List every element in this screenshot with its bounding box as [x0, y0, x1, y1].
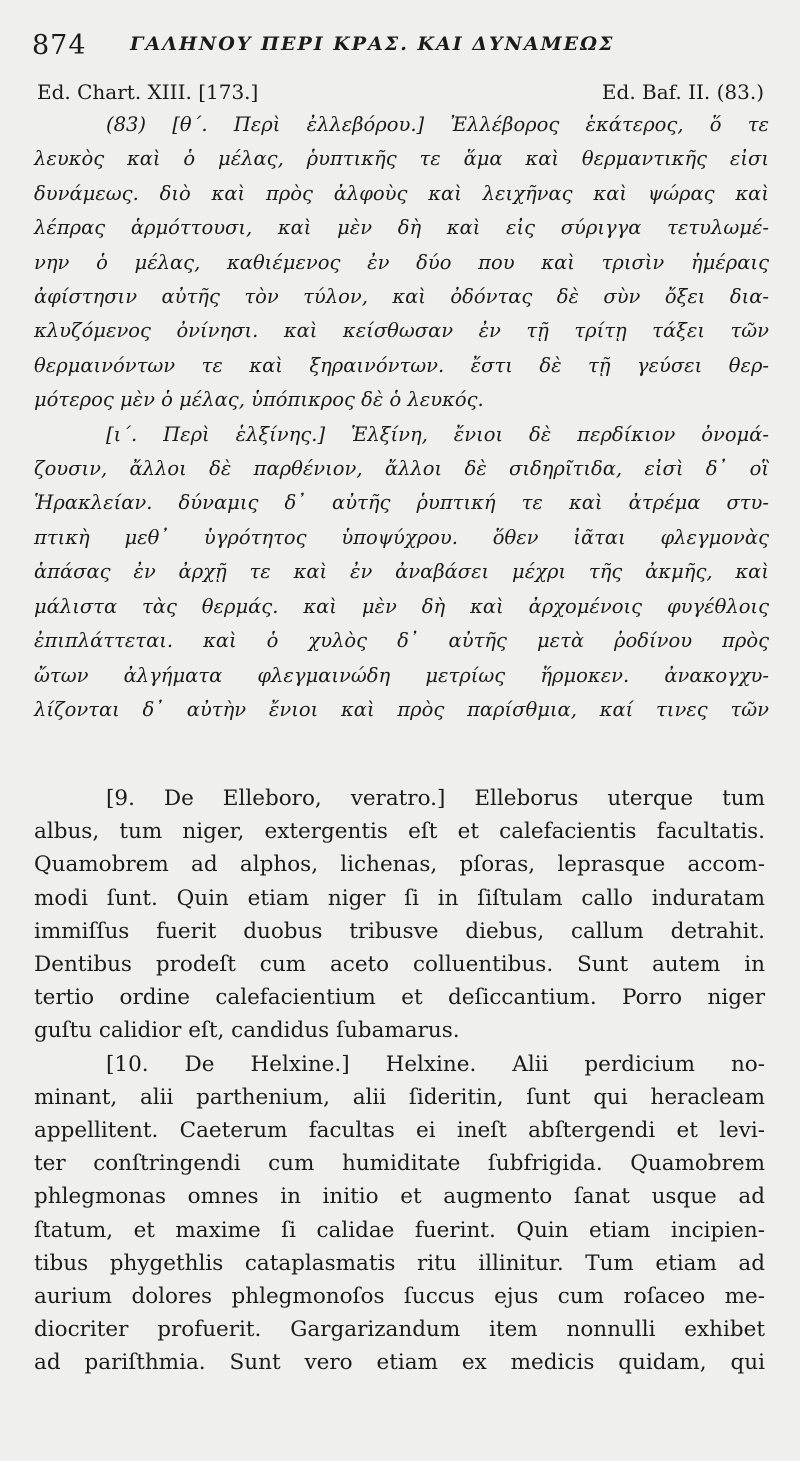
latin-line: albus, tum niger, extergentis eſt et calefacientis facultatis.: [34, 819, 765, 845]
greek-line: ὤτων ἀλγήματα φλεγμαινώδη μετρίως ἥρμοκεν. ἀνακογχυ-: [34, 663, 769, 687]
greek-line: λίζονται δ᾽ αὐτὴν ἔνιοι καὶ πρὸς παρίσθμια, καί τινες τῶν: [34, 697, 769, 721]
latin-line: immiſſus fuerit duobus tribusve diebus, callum detrahit.: [34, 918, 765, 944]
page-number: 874: [32, 30, 87, 61]
latin-line: tibus phygethlis cataplasmatis ritu illinitur. Tum etiam ad: [34, 1250, 765, 1276]
greek-line: μάλιστα τὰς θερμάς. καὶ μὲν δὴ καὶ ἀρχομένοις φυγέθλοις: [34, 594, 769, 618]
latin-line: Quamobrem ad alphos, lichenas, pſoras, leprasque accom-: [34, 852, 765, 878]
greek-line: δυνάμεως. διὸ καὶ πρὸς ἀλφοὺς καὶ λειχῆνας καὶ ψώρας καὶ: [34, 181, 769, 205]
latin-line: appellitent. Caeterum facultas ei ineſt abſtergendi et levi-: [34, 1118, 765, 1144]
greek-line: ἐπιπλάττεται. καὶ ὁ χυλὸς δ᾽ αὐτῆς μετὰ ῥοδίνου πρὸς: [34, 629, 769, 653]
latin-line: modi ſunt. Quin etiam niger ſi in ſiſtulam callo induratam: [34, 885, 765, 911]
latin-line: ſtatum, et maxime ſi calidae fuerint. Quin etiam incipien-: [34, 1217, 765, 1243]
latin-line: phlegmonas omnes in initio et augmento ſanat usque ad: [34, 1184, 765, 1210]
latin-line: ad pariſthmia. Sunt vero etiam ex medicis quidam, qui: [34, 1350, 765, 1376]
greek-text-block: [34, 108, 769, 727]
greek-line: λέπρας ἁρμόττουσι, καὶ μὲν δὴ καὶ εἰς σύριγγα τετυλωμέ-: [34, 216, 769, 240]
greek-line: ἁπάσας ἐν ἀρχῇ τε καὶ ἐν ἀναβάσει μέχρι τῆς ἀκμῆς, καὶ: [34, 560, 769, 584]
latin-text-block: [34, 782, 765, 1380]
greek-line: μότερος μὲν ὁ μέλας, ὑπόπικρος δὲ ὁ λευκός.: [34, 388, 484, 412]
latin-line: tertio ordine calefacientium et deſiccantium. Porro niger: [34, 985, 765, 1011]
greek-line: [ι΄. Περὶ ἑλξίνης.] Ἑλξίνη, ἔνιοι δὲ περδίκιον ὀνομά-: [106, 422, 769, 446]
latin-line: aurium dolores phlegmonoſos ſuccus ejus cum roſaceo me-: [34, 1284, 765, 1310]
greek-line: Ἡρακλείαν. δύναμις δ᾽ αὐτῆς ῥυπτική τε καὶ ἀτρέμα στυ-: [34, 491, 769, 515]
edition-reference-left: Ed. Chart. XIII. [173.]: [37, 80, 259, 104]
latin-line: [10. De Helxine.] Helxine. Alii perdicium no-: [106, 1051, 765, 1077]
greek-line: (83) [θ΄. Περὶ ἐλλεβόρου.] Ἐλλέβορος ἑκάτερος, ὅ τε: [106, 113, 769, 136]
running-title: ΓΑΛΗΝΟΥ ΠΕΡΙ ΚΡΑΣ. ΚΑΙ ΔΥΝΑΜΕΩΣ: [130, 33, 615, 55]
greek-line: ἀφίστησιν αὐτῆς τὸν τύλον, καὶ ὀδόντας δὲ σὺν ὄξει δια-: [34, 285, 769, 309]
greek-line: θερμαινόντων τε καὶ ξηραινόντων. ἔστι δὲ τῇ γεύσει θερ-: [34, 353, 769, 377]
latin-line: guſtu calidior eſt, candidus ſubamarus.: [34, 1018, 460, 1044]
edition-reference-right: Ed. Baf. II. (83.): [601, 80, 764, 104]
latin-line: diocriter profuerit. Gargarizandum item nonnulli exhibet: [34, 1317, 765, 1343]
greek-line: νην ὁ μέλας, καθιέμενος ἐν δύο που καὶ τρισὶν ἡμέραις: [34, 250, 769, 274]
latin-line: Dentibus prodeſt cum aceto colluentibus. Sunt autem in: [34, 952, 765, 978]
greek-line: λευκὸς καὶ ὁ μέλας, ῥυπτικῆς τε ἅμα καὶ θερμαντικῆς εἰσι: [34, 147, 769, 171]
latin-line: minant, alii parthenium, alii ſideritin, ſunt qui heracleam: [34, 1084, 765, 1110]
latin-line: ter conſtringendi cum humiditate ſubfrigida. Quamobrem: [34, 1151, 765, 1177]
latin-line: [9. De Elleboro, veratro.] Elleborus uterque tum: [106, 786, 765, 811]
greek-line: πτικὴ μεθ᾽ ὑγρότητος ὑποψύχρου. ὅθεν ἰᾶται φλεγμονὰς: [34, 525, 769, 549]
greek-line: ζουσιν, ἄλλοι δὲ παρθένιον, ἄλλοι δὲ σιδηρῖτιδα, εἰσὶ δ᾽ οἳ: [34, 457, 769, 481]
greek-line: κλυζόμενος ὀνίνησι. καὶ κείσθωσαν ἐν τῇ τρίτῃ τάξει τῶν: [34, 319, 769, 343]
